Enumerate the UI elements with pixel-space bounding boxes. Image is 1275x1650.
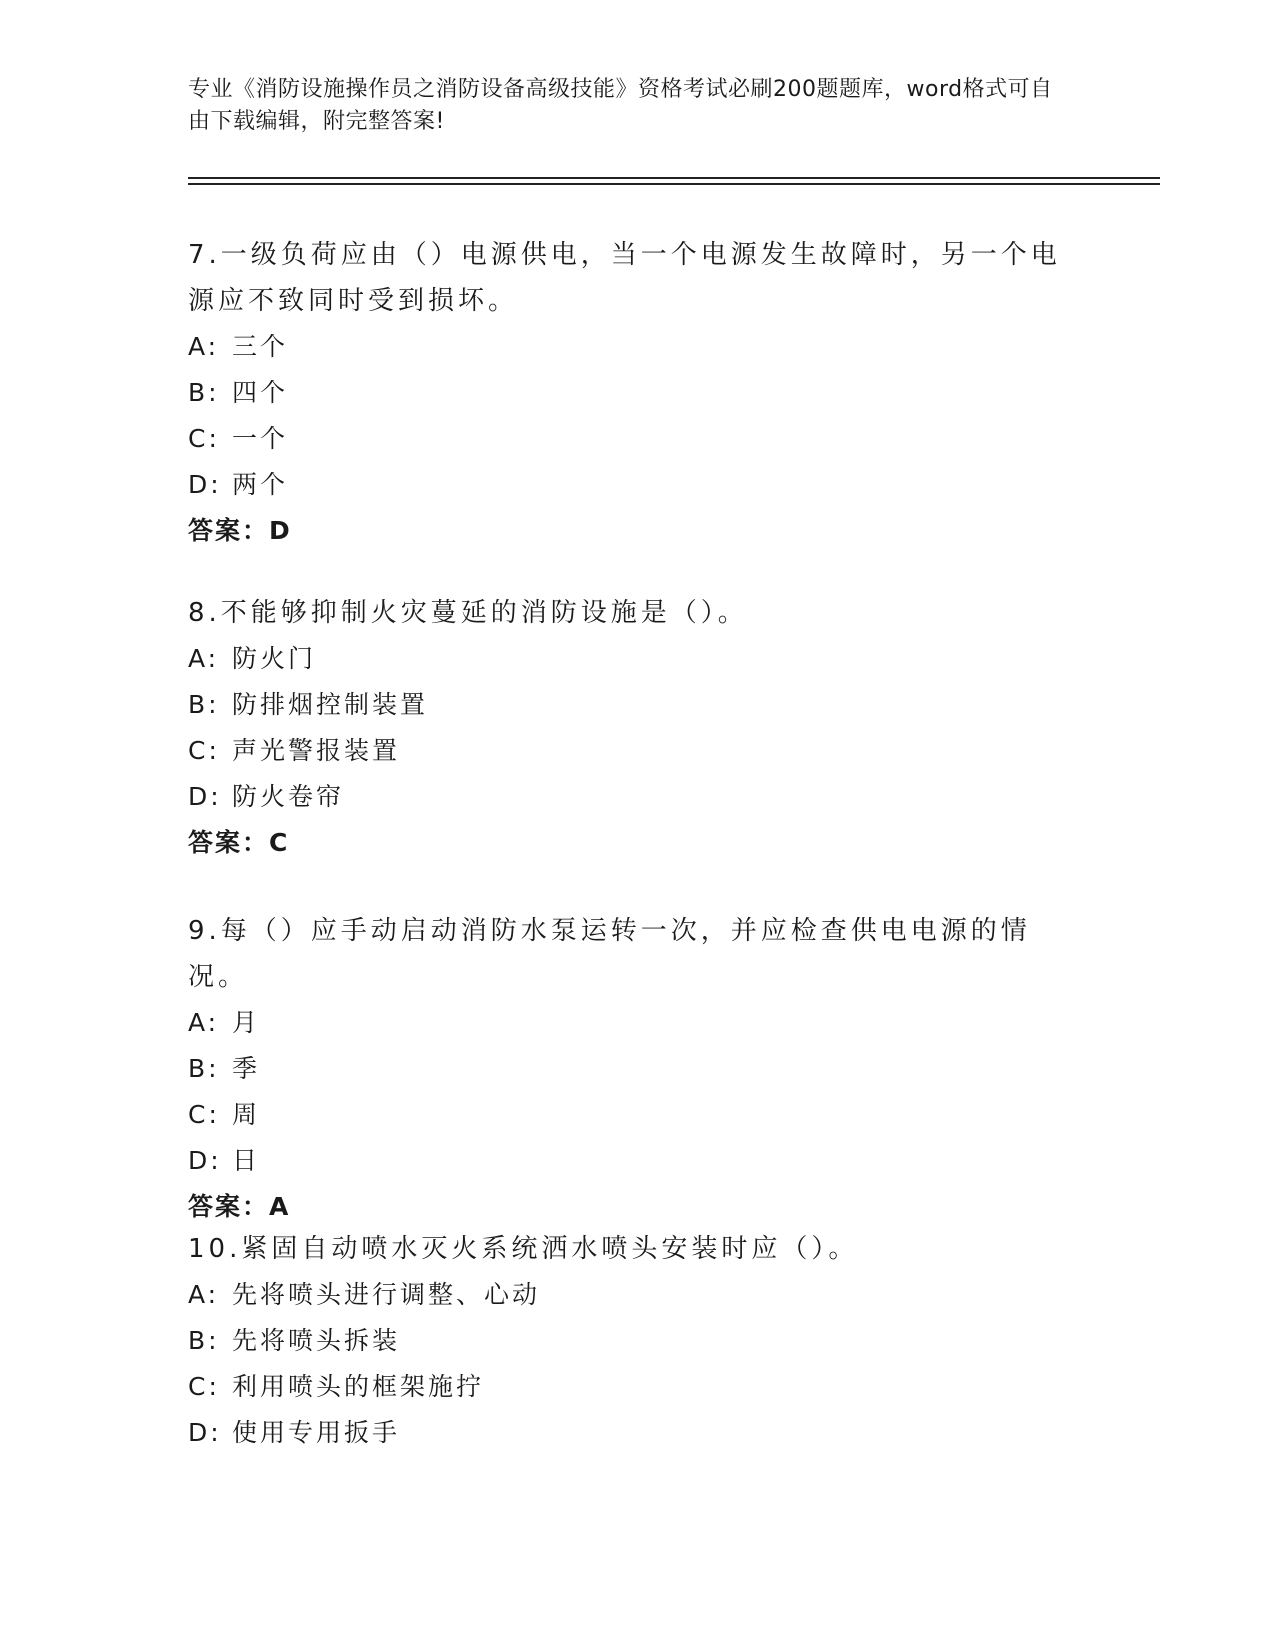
option-text: 季 [232, 1054, 261, 1083]
option-c [188, 1364, 1088, 1410]
option-b [188, 370, 1088, 416]
option-d [188, 1410, 1088, 1456]
option-text: 一个 [232, 424, 289, 453]
option-text: 三个 [232, 332, 289, 361]
option-text: 先将喷头拆装 [232, 1326, 401, 1355]
option-text: 防火卷帘 [232, 782, 345, 811]
option-a [188, 636, 1088, 682]
option-key: D: [188, 782, 222, 811]
option-key: B: [188, 378, 220, 407]
option-key: A: [188, 1280, 220, 1309]
option-text: 月 [232, 1008, 261, 1037]
option-b [188, 1046, 1088, 1092]
option-key: D: [188, 1146, 222, 1175]
option-text: 利用喷头的框架施拧 [232, 1372, 485, 1401]
option-key: A: [188, 644, 220, 673]
option-key: C: [188, 424, 220, 453]
answer-line: 答案：A [188, 1192, 291, 1221]
option-text: 日 [232, 1146, 261, 1175]
answer-line: 答案：D [188, 516, 292, 545]
option-text: 先将喷头进行调整、心动 [232, 1280, 541, 1309]
option-text: 两个 [232, 470, 289, 499]
option-text: 四个 [232, 378, 289, 407]
answer-line: 答案：C [188, 828, 290, 857]
question-stem: 7.一级负荷应由（）电源供电，当一个电源发生故障时，另一个电源应不致同时受到损坏。 [188, 240, 1061, 316]
option-key: B: [188, 690, 220, 719]
option-text: 使用专用扳手 [232, 1418, 401, 1447]
option-b [188, 682, 1088, 728]
option-text: 防排烟控制装置 [232, 690, 429, 719]
option-key: C: [188, 1372, 220, 1401]
header-divider-top [188, 177, 1160, 179]
option-key: C: [188, 736, 220, 765]
option-a [188, 324, 1088, 370]
header-divider-bottom [188, 183, 1160, 185]
option-key: D: [188, 470, 222, 499]
option-a [188, 1000, 1088, 1046]
question-stem: 9.每（）应手动启动消防水泵运转一次，并应检查供电电源的情况。 [188, 916, 1031, 992]
option-text: 声光警报装置 [232, 736, 401, 765]
question-stem: 10.紧固自动喷水灭火系统洒水喷头安装时应（）。 [188, 1234, 859, 1264]
question-8 [188, 590, 1088, 866]
option-text: 周 [232, 1100, 261, 1129]
option-key: A: [188, 1008, 220, 1037]
option-key: A: [188, 332, 220, 361]
option-c [188, 1092, 1088, 1138]
option-key: C: [188, 1100, 220, 1129]
option-c [188, 416, 1088, 462]
document-header: 专业《消防设施操作员之消防设备高级技能》资格考试必刷200题题库，word格式可自由下载编辑，附完整答案! [188, 77, 1053, 134]
option-d [188, 462, 1088, 508]
question-9 [188, 908, 1088, 1230]
option-b [188, 1318, 1088, 1364]
question-7 [188, 232, 1088, 554]
option-d [188, 1138, 1088, 1184]
option-a [188, 1272, 1088, 1318]
option-key: D: [188, 1418, 222, 1447]
question-10 [188, 1226, 1088, 1456]
option-text: 防火门 [232, 644, 317, 673]
option-key: B: [188, 1054, 220, 1083]
option-d [188, 774, 1088, 820]
question-stem: 8.不能够抑制火灾蔓延的消防设施是（）。 [188, 598, 748, 628]
option-c [188, 728, 1088, 774]
option-key: B: [188, 1326, 220, 1355]
